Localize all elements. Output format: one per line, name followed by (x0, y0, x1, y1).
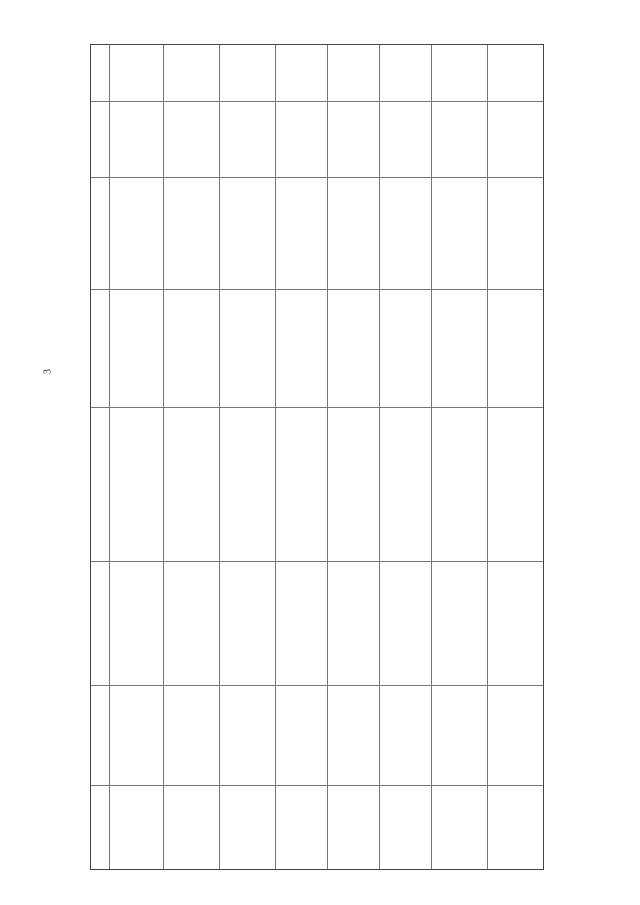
row-divider (91, 101, 543, 102)
column-divider (379, 45, 380, 869)
rotated-table (90, 44, 544, 870)
row-divider (91, 561, 543, 562)
column-divider (163, 45, 164, 869)
column-divider (219, 45, 220, 869)
row-divider (91, 289, 543, 290)
page-number: 3 (42, 369, 54, 374)
row-divider (91, 785, 543, 786)
row-divider (91, 177, 543, 178)
column-divider (275, 45, 276, 869)
column-divider (487, 45, 488, 869)
column-divider (431, 45, 432, 869)
row-divider (91, 407, 543, 408)
row-divider (91, 685, 543, 686)
column-divider (109, 45, 110, 869)
column-divider (327, 45, 328, 869)
